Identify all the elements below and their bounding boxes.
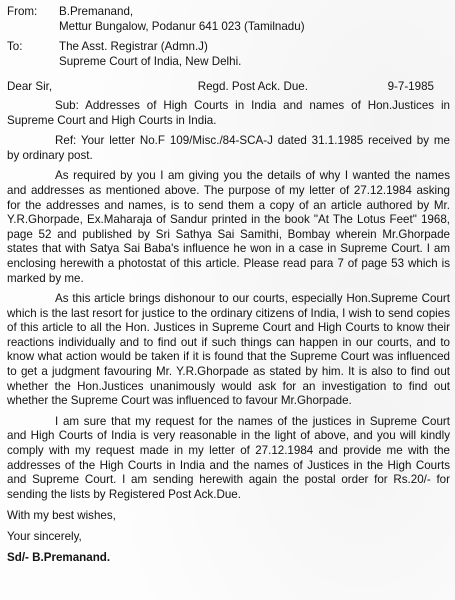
sender-address: Mettur Bungalow, Podanur 641 023 (Tamilnadu) (59, 19, 305, 33)
body-paragraph-purpose: As required by you I am giving you the details of why I wanted the names and addresses as mentioned above. The purpose of my letter of 27.12.1984 asking for the addresses and names, is to send them a copy of an article authored by Mr. Y.R.Ghorpade, Ex.Maharaja of Sandur printed in the book "At The Lotus Feet" 1968, page 52 and published by Sri Sathya Sai Samithi, Bombay wherein Mr.Ghorpade states that with Satya Sai Baba's influence he won in a case in Supreme Court. I am enclosing herewith a photostat of this article. Please read para 7 of page 53 which is marked by me. (7, 169, 450, 285)
from-label: From: (7, 5, 38, 18)
closing-sign-off: Your sincerely, (7, 530, 82, 543)
sender-name: B.Premanand, (59, 5, 134, 18)
delivery-note: Regd. Post Ack. Due. (197, 80, 308, 94)
to-block (7, 40, 450, 69)
body-paragraph-request: I am sure that my request for the names of the justices in Supreme Court and High Courts of India is very reasonable in the light of above, and you will kindly comply with my request made in my letter of 27.12.1984 and provide me with the addresses of the High Courts in India and the names of Justices in the High Courts and Supreme Court. I am sending herewith again the postal order for Rs.20/- for sending the lists by Registered Post Ack.Due. (7, 414, 450, 501)
reference-paragraph: Ref: Your letter No.F 109/Misc./84-SCA-J dated 31.1.1985 received by me by ordinary post. (7, 134, 450, 162)
salutation-row (7, 80, 450, 95)
salutation: Dear Sir, (7, 80, 53, 94)
recipient-address: Supreme Court of India, New Delhi. (59, 54, 242, 68)
closing-wishes: With my best wishes, (7, 509, 116, 523)
body-paragraph-dishonour: As this article brings dishonour to our courts, especially Hon.Supreme Court which is the last resort for justice to the ordinary citizens of India, I wish to send copies of this article to all the Hon. Justices in Supreme Court and High Courts to know their reactions individually and to find out if such things can happen in our courts, and to know what action would be taken if it is found that the Supreme Court was influenced to get a judgment favouring Mr. Y.R.Ghorpade as stated by him. It is also to find out whether the Hon.Justices unanimously would ask for an investigation to find out whether the Supreme Court was influenced to favour Mr.Ghorpade. (7, 292, 450, 408)
to-label: To: (7, 40, 23, 54)
from-block (7, 5, 450, 34)
signature: Sd/- B.Premanand. (7, 550, 111, 564)
recipient-title: The Asst. Registrar (Admn.J) (59, 40, 208, 54)
subject-paragraph: Sub: Addresses of High Courts in India and names of Hon.Justices in Supreme Court and High Courts in India. (7, 98, 450, 127)
letter-date: 9-7-1985 (387, 80, 434, 94)
